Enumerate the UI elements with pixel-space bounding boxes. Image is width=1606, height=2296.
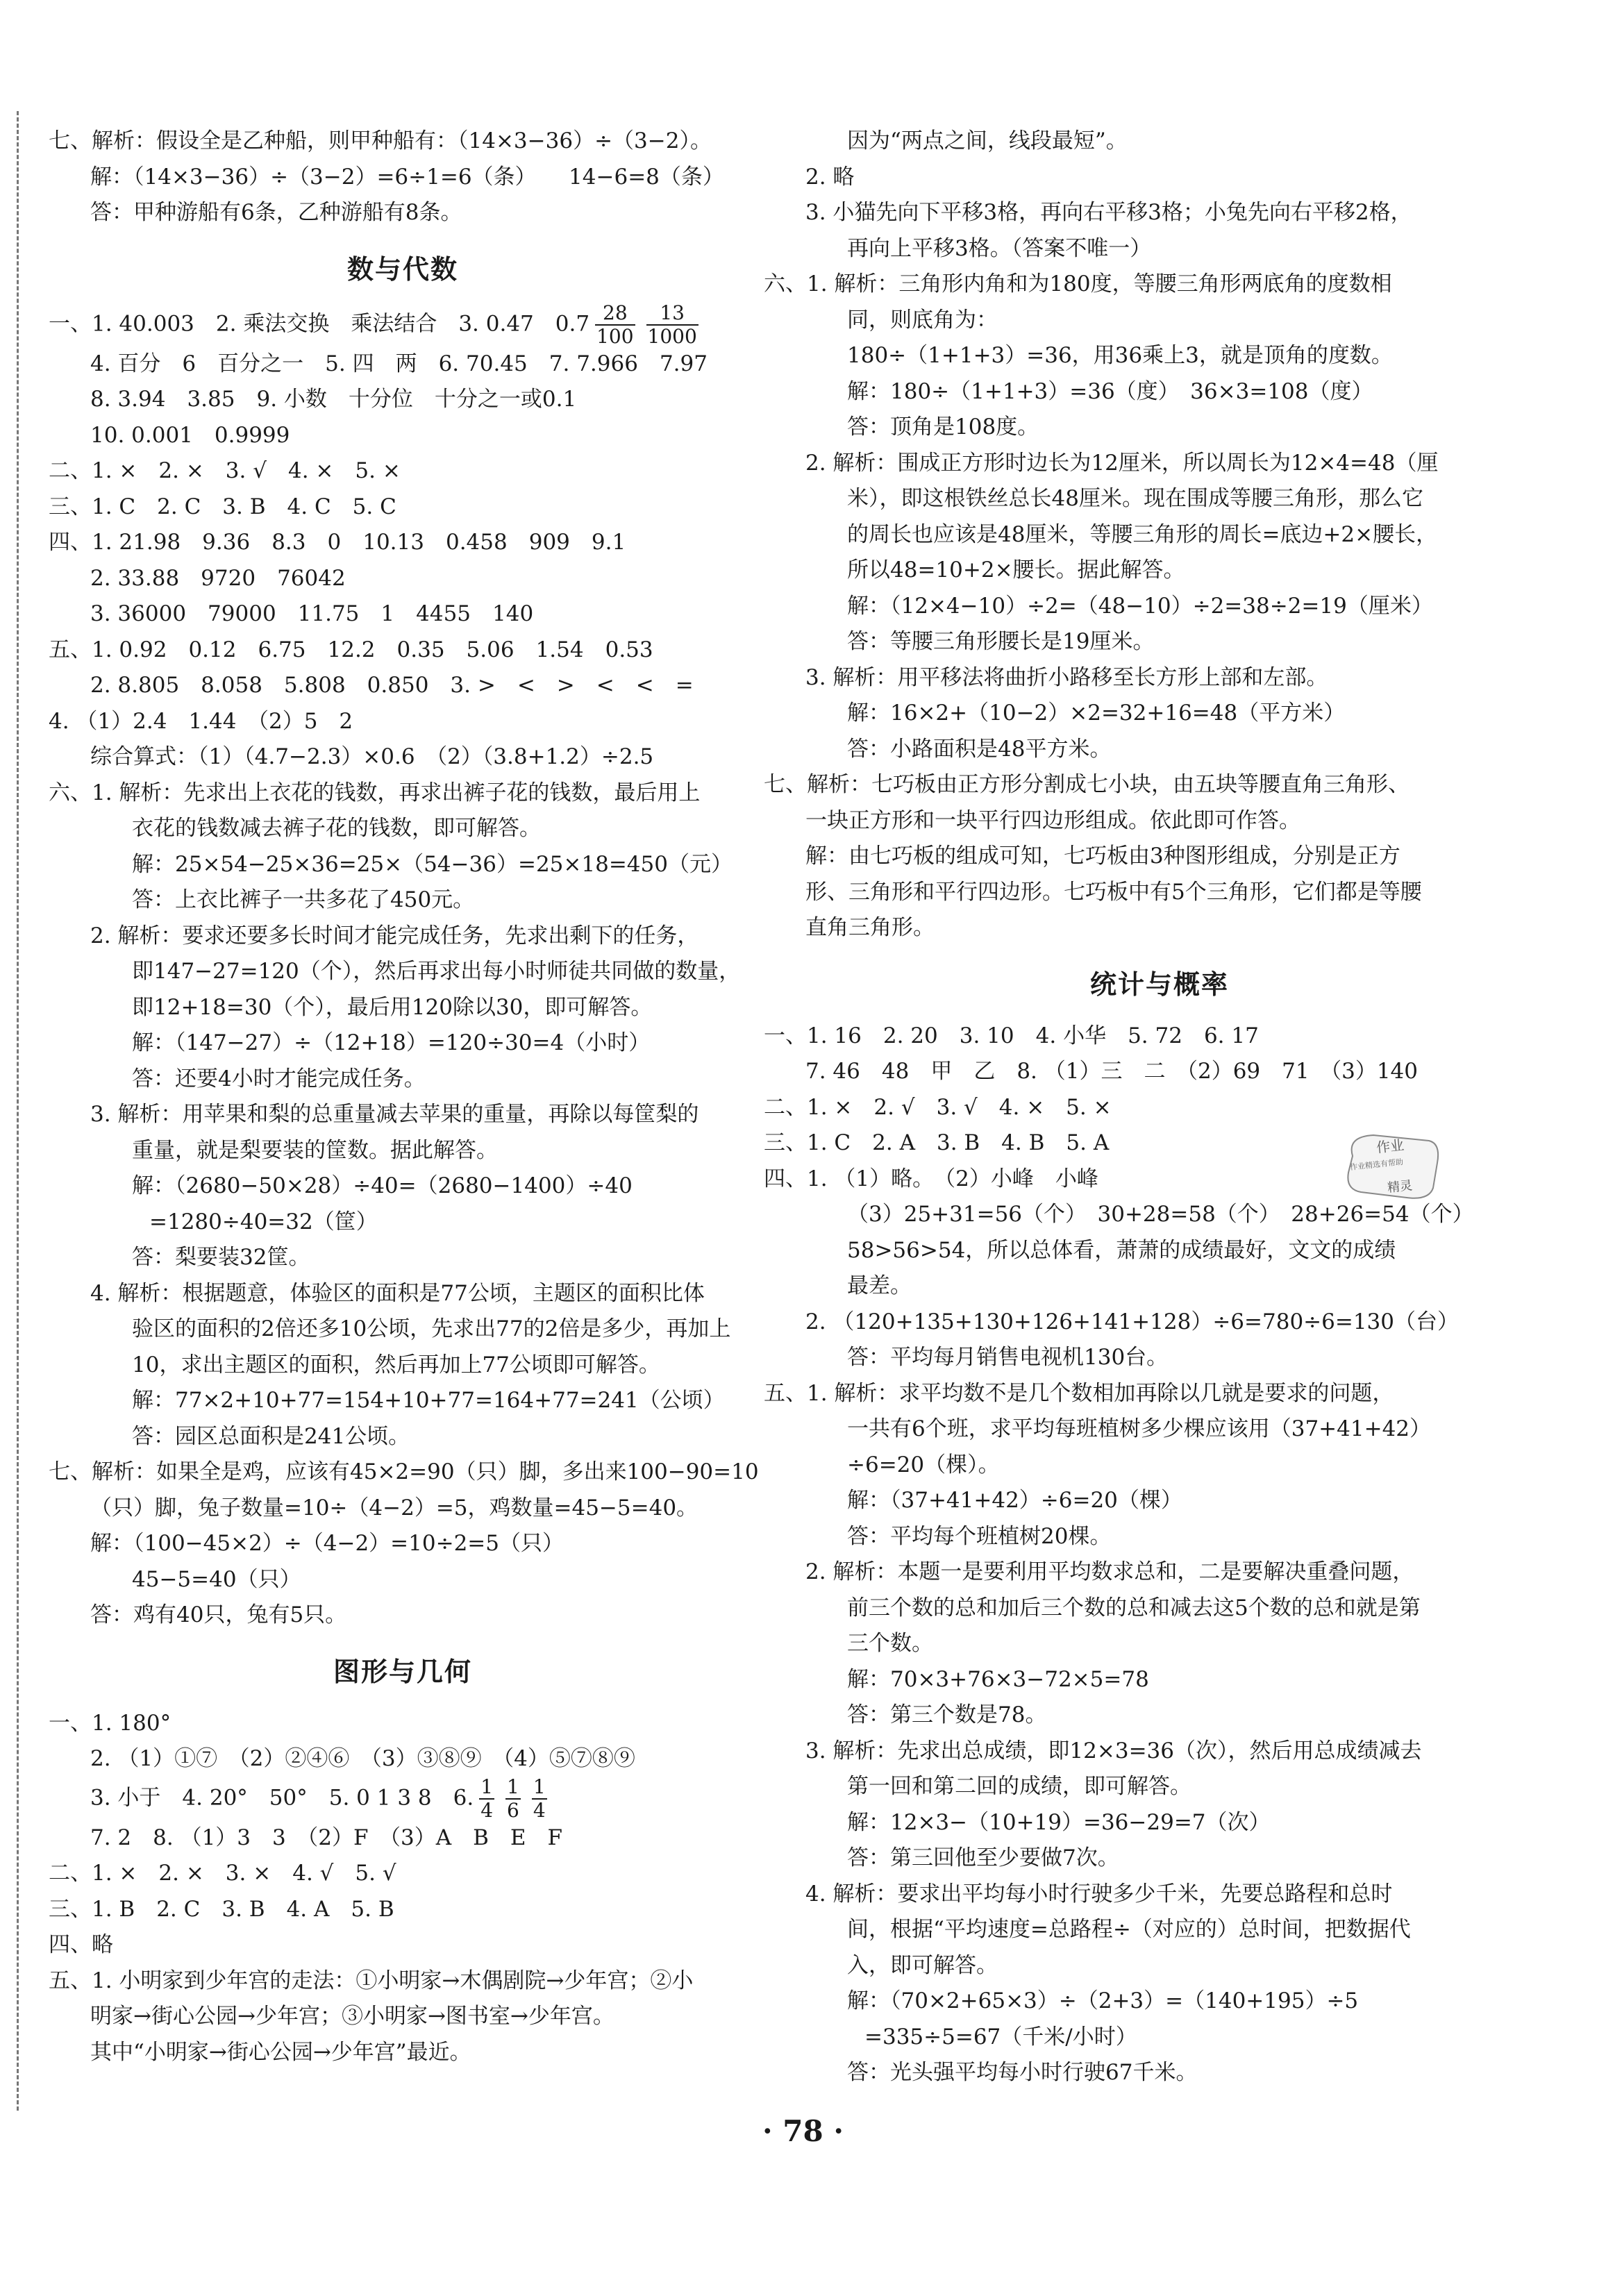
answer-text: （3）25+31=56（个） 30+28=58（个） 28+26=54（个） [847,1202,1474,1227]
answer-text: 其中“小明家→街心公园→少年宫”最近。 [90,2039,471,2065]
answer-line [49,1777,757,1820]
answer-line [49,382,757,418]
answer-line [49,1856,757,1892]
answer-line [764,660,1555,696]
answer-text: 2. 解析：围成正方形时边长为12厘米，所以周长为12×4=48（厘 [805,450,1439,476]
answer-line [764,1519,1555,1555]
section-heading: 图形与几何 [333,1655,472,1687]
answer-text: 即12+18=30（个），最后用120除以30，即可解答。 [132,994,653,1020]
answer-line [764,481,1555,517]
answer-line [49,990,757,1026]
answer-text: 七、解析：七巧板由正方形分割成七小块，由五块等腰直角三角形、 [764,772,1410,797]
answer-line [49,1025,757,1062]
answer-text: 答：平均每月销售电视机130台。 [847,1345,1169,1370]
fraction-denominator: 6 [507,1798,519,1822]
answer-line [49,668,757,704]
answer-line [49,1491,757,1527]
answer-text: 明家→街心公园→少年宫；③小明家→图书室→少年宫。 [90,2004,614,2029]
answer-text: 答：梨要装32筐。 [132,1245,310,1270]
answer-line [764,1626,1555,1662]
answer-text: =1280÷40=32（筐） [149,1209,378,1234]
answer-line [49,1892,757,1928]
fraction [595,303,635,346]
answer-line [764,1090,1555,1126]
answer-text: 一块正方形和一块平行四边形组成。依此即可作答。 [805,807,1300,833]
answer-line [764,410,1555,446]
answer-text: 3. 解析：用苹果和梨的总重量减去苹果的重量，再除以每筐梨的 [90,1102,699,1127]
answer-line [764,1841,1555,1877]
answer-text: 四、1. 21.98 9.36 8.3 0 10.13 0.458 909 9.1 [49,530,626,555]
answer-text: 形、三角形和平行四边形。七巧板中有5个三角形，它们都是等腰 [805,879,1422,905]
answer-line [764,1698,1555,1734]
answer-text: 答：平均每个班植树20棵。 [847,1523,1112,1549]
answer-text: 答：光头强平均每小时行驶67千米。 [847,2060,1198,2085]
answer-line [49,1168,757,1205]
answer-line [49,1097,757,1133]
fraction-numerator: 13 [646,303,699,326]
answer-line [764,1662,1555,1698]
answer-text: 七、解析：如果全是鸡，应该有45×2=90（只）脚，多出来100−90=10 [49,1459,759,1484]
answer-line [764,446,1555,482]
answer-text: 所以48=10+2×腰长。据此解答。 [847,558,1185,583]
answer-text: 解：180÷（1+1+3）=36（度） 36×3=108（度） [847,378,1373,404]
answer-line [49,1276,757,1312]
answer-text: 7. 2 8. （1）3 3 （2）F （3）A B E F [90,1825,563,1850]
answer-text: 解：由七巧板的组成可知，七巧板由3种图形组成，分别是正方 [805,844,1400,869]
answer-line [49,776,757,812]
answer-text: 直角三角形。 [805,915,935,940]
answer-line [49,1820,757,1857]
answer-text: 解：（2680−50×28）÷40=（2680−1400）÷40 [132,1173,633,1198]
answer-text: 三、1. B 2. C 3. B 4. A 5. B [49,1896,394,1922]
answer-text: 2. （1）①⑦ （2）②④⑥ （3）③⑧⑨ （4）⑤⑦⑧⑨ [90,1746,635,1771]
answer-line [49,489,757,526]
answer-text: ÷6=20（棵）。 [847,1452,1000,1477]
fraction-denominator: 100 [596,324,634,348]
answer-text: 间，根据“平均速度=总路程÷（对应的）总时间，把数据代 [847,1917,1411,1942]
answer-line [764,1054,1555,1090]
answer-text: 衣花的钱数减去裤子花的钱数，即可解答。 [132,816,541,841]
answer-text: 4. 百分 6 百分之一 5. 四 两 6. 70.45 7. 7.966 7.97 [90,351,708,376]
answer-text: 同，则底角为： [847,307,998,333]
answer-text: 答：第三回他至少要做7次。 [847,1845,1119,1870]
answer-text: 答：鸡有40只，兔有5只。 [90,1602,347,1627]
answer-line [764,1769,1555,1805]
answer-line [49,303,757,346]
answer-text: 答：顶角是108度。 [847,414,1039,439]
answer-text: 二、1. × 2. × 3. × 4. √ 5. √ [49,1861,396,1886]
answer-text: 答：甲种游船有6条，乙种游船有8条。 [90,200,462,225]
answer-line [764,517,1555,553]
fraction-numerator: 28 [595,303,635,326]
answer-text: 2. 解析：本题一是要利用平均数求总和，二是要解决重叠问题， [805,1559,1414,1584]
answer-line [49,418,757,454]
answer-text: 一、1. 40.003 2. 乘法交换 乘法结合 3. 0.47 0.7 [49,311,590,336]
answer-line [764,231,1555,267]
answer-line [49,1598,757,1634]
fraction [646,303,699,346]
answer-line [764,1019,1555,1055]
answer-text: 7. 46 48 甲 乙 8. （1）三 二 （2）69 71 （3）140 [805,1059,1418,1084]
answer-line [49,847,757,883]
answer-line [764,875,1555,911]
answer-line [49,525,757,561]
answer-text: 三、1. C 2. C 3. B 4. C 5. C [49,494,396,519]
answer-line [49,1963,757,2000]
answer-line [764,1448,1555,1484]
answer-text: 4. 解析：要求出平均每小时行驶多少千米，先要总路程和总时 [805,1881,1393,1907]
answer-line [764,267,1555,303]
answer-line [49,1999,757,2035]
answer-line [764,696,1555,732]
answer-line [764,1268,1555,1305]
answer-line [49,2035,757,2071]
answer-line [764,1233,1555,1269]
answer-line [49,1526,757,1562]
answer-line [49,632,757,669]
answer-text: 米），即这根铁丝总长48厘米。现在围成等腰三角形，那么它 [847,486,1423,511]
answer-line [764,1877,1555,1913]
fraction-denominator: 4 [533,1798,546,1822]
answer-text: 10. 0.001 0.9999 [90,422,290,448]
stamp-middle-text: 作业精选有帮助 [1349,1157,1404,1172]
fraction [505,1777,521,1820]
answer-line [764,1734,1555,1770]
stamp-bottom-text: 精灵 [1387,1178,1414,1196]
answer-line [764,1555,1555,1591]
answer-text: 45−5=40（只） [132,1566,301,1592]
answer-text: 七、解析：假设全是乙种船，则甲种船有：（14×3−36）÷（3−2）。 [49,128,712,153]
answer-text: 答：等腰三角形腰长是19厘米。 [847,629,1155,654]
answer-line [764,1483,1555,1519]
answer-line [49,882,757,919]
answer-text: 10，求出主题区的面积，然后再加上77公顷即可解答。 [132,1352,660,1377]
answer-text: 二、1. × 2. √ 3. √ 4. × 5. × [764,1094,1112,1120]
answer-text: =335÷5=67（千米/小时） [864,2024,1137,2050]
right-column [764,124,1555,2091]
answer-text: 2. 33.88 9720 76042 [90,565,346,591]
answer-text: 解：16×2+（10−2）×2=32+16=48（平方米） [847,701,1346,726]
answer-text: 解：77×2+10+77=154+10+77=164+77=241（公顷） [132,1388,725,1413]
answer-text: 答：小路面积是48平方米。 [847,736,1112,762]
answer-line [764,1376,1555,1412]
answer-line [49,919,757,955]
answer-text: 的周长也应该是48厘米，等腰三角形的周长=底边+2×腰长， [847,521,1438,547]
answer-line [49,1706,757,1742]
binding-dashed-line [17,111,19,2111]
answer-line [764,1948,1555,1984]
answer-text: 3. 小于 4. 20° 50° 5. 0 1 3 8 6. [90,1785,474,1810]
answer-line [764,1984,1555,2020]
answer-line [764,839,1555,875]
answer-line [764,553,1555,589]
answer-line [49,1927,757,1963]
answer-text: 解：70×3+76×3−72×5=78 [847,1666,1149,1692]
answer-text: 重量，就是梨要装的筐数。据此解答。 [132,1137,498,1163]
answer-line [764,910,1555,946]
fraction-numerator: 1 [480,1775,494,1798]
answer-line [49,1240,757,1276]
answer-text: 综合算式：（1）（4.7−2.3）×0.6 （2）（3.8+1.2）÷2.5 [90,744,654,769]
fraction-numerator: 1 [507,1775,519,1798]
answer-text: 六、1. 解析：先求出上衣花的钱数，再求出裤子花的钱数，最后用上 [49,780,701,805]
answer-text: 解：（12×4−10）÷2=（48−10）÷2=38÷2=19（厘米） [847,593,1433,619]
answer-line [764,2020,1555,2056]
answer-line [49,1312,757,1348]
answer-text: 四、略 [49,1932,113,1957]
answer-text: （只）脚，兔子数量=10÷（4−2）=5，鸡数量=45−5=40。 [90,1495,699,1520]
answer-line [764,303,1555,339]
answer-line [764,374,1555,410]
answer-line [49,1062,757,1098]
answer-text: 解：（70×2+65×3）÷（2+3）=（140+195）÷5 [847,1988,1359,2013]
answer-text: 即147−27=120（个），然后再求出每小时师徒共同做的数量， [132,959,741,984]
answer-line [49,739,757,776]
left-column [49,124,757,2070]
answer-text: 3. 36000 79000 11.75 1 4455 140 [90,601,534,626]
stamp-top-text: 作业 [1375,1136,1405,1157]
answer-text: 解：（14×3−36）÷（3−2）=6÷1=6（条） 14−6=8（条） [90,164,724,190]
answer-text: 答：第三个数是78。 [847,1702,1047,1727]
watermark-stamp [1340,1128,1444,1205]
answer-line [49,195,757,231]
answer-line [764,767,1555,803]
answer-line [49,596,757,632]
answer-text: 4. （1）2.4 1.44 （2）5 2 [49,708,353,734]
answer-line [764,803,1555,839]
answer-line [764,732,1555,768]
answer-line [49,1348,757,1384]
answer-line [764,338,1555,374]
answer-text: 答：还要4小时才能完成任务。 [132,1066,426,1091]
fraction [479,1777,494,1820]
fraction-denominator: 4 [480,1798,494,1822]
answer-line [764,2055,1555,2091]
answer-text: 五、1. 小明家到少年宫的走法：①小明家→木偶剧院→少年宫；②小 [49,1968,694,1993]
answer-line [764,589,1555,625]
answer-text: 一共有6个班，求平均每班植树多少棵应该用（37+41+42） [847,1416,1432,1441]
answer-text: 答：园区总面积是241公顷。 [132,1423,410,1449]
answer-line [49,954,757,990]
answer-line [49,561,757,597]
answer-line [764,1805,1555,1841]
fraction-numerator: 1 [533,1775,546,1798]
answer-text: 最差。 [847,1273,912,1298]
answer-text: 三个数。 [847,1631,933,1656]
answer-text: 一、1. 16 2. 20 3. 10 4. 小华 5. 72 6. 17 [764,1023,1259,1048]
answer-line [764,624,1555,660]
fraction-denominator: 1000 [647,324,697,348]
answer-line [49,1383,757,1419]
answer-line [764,1340,1555,1376]
answer-line [49,1205,757,1241]
answer-line [49,1455,757,1491]
answer-line [49,1419,757,1455]
answer-line [764,1912,1555,1948]
answer-line [49,453,757,489]
answer-line [49,124,757,160]
answer-text: 三、1. C 2. A 3. B 4. B 5. A [764,1130,1110,1155]
answer-line [49,1133,757,1169]
answer-line [49,1562,757,1598]
answer-text: 2. 略 [805,164,855,190]
answer-text: 180÷（1+1+3）=36，用36乘上3，就是顶角的度数。 [847,343,1393,368]
answer-text: 3. 解析：先求出总成绩，即12×3=36（次），然后用总成绩减去 [805,1738,1422,1763]
answer-line [764,1305,1555,1341]
answer-line [49,811,757,847]
answer-text: 验区的面积的2倍还多10公顷，先求出77的2倍是多少，再加上 [132,1316,731,1341]
answer-text: 五、1. 解析：求平均数不是几个数相加再除以几就是要求的问题， [764,1380,1394,1406]
answer-text: 再向上平移3格。（答案不唯一） [847,235,1152,261]
answer-line [764,160,1555,196]
answer-text: 3. 小猫先向下平移3格，再向右平移3格；小兔先向右平移2格， [805,200,1412,225]
answer-text: 解：25×54−25×36=25×（54−36）=25×18=450（元） [132,851,733,877]
answer-line [49,346,757,383]
answer-line [49,704,757,740]
answer-text: 解：（37+41+42）÷6=20（棵） [847,1488,1182,1513]
answer-text: 解：12×3−（10+19）=36−29=7（次） [847,1809,1271,1835]
answer-line [764,195,1555,231]
answer-text: 一、1. 180° [49,1710,172,1736]
answer-text: 入，即可解答。 [847,1952,998,1978]
answer-text: 解：（100−45×2）÷（4−2）=10÷2=5（只） [90,1531,564,1556]
answer-text: 2. 8.805 8.058 5.808 0.850 3. > < > < < = [90,673,694,698]
answer-text: 答：上衣比裤子一共多花了450元。 [132,887,475,912]
answer-text: 3. 解析：用平移法将曲折小路移至长方形上部和左部。 [805,664,1328,690]
answer-text: 58>56>54，所以总体看，萧萧的成绩最好，文文的成绩 [847,1237,1396,1263]
answer-text: 六、1. 解析：三角形内角和为180度，等腰三角形两底角的度数相 [764,271,1392,296]
answer-text: 第一回和第二回的成绩，即可解答。 [847,1774,1191,1799]
page-number: · 78 · [762,2114,844,2148]
answer-line [49,1741,757,1777]
section-heading: 数与代数 [346,253,458,285]
section-heading: 统计与概率 [1089,968,1229,1000]
answer-line [764,1591,1555,1627]
answer-text: 五、1. 0.92 0.12 6.75 12.2 0.35 5.06 1.54 0.53 [49,637,653,662]
fraction [532,1777,547,1820]
answer-text: 二、1. × 2. × 3. √ 4. × 5. × [49,458,401,483]
answer-text: 4. 解析：根据题意，体验区的面积是77公顷，主题区的面积比体 [90,1280,705,1306]
answer-text: 前三个数的总和加后三个数的总和减去这5个数的总和就是第 [847,1595,1421,1620]
answer-text: 2. 解析：要求还要多长时间才能完成任务，先求出剩下的任务， [90,923,699,948]
answer-text: 2. （120+135+130+126+141+128）÷6=780÷6=130（台） [805,1309,1459,1334]
answer-text: 8. 3.94 3.85 9. 小数 十分位 十分之一或0.1 [90,387,577,412]
answer-line [49,160,757,196]
answer-line [764,1411,1555,1448]
answer-text: 因为“两点之间，线段最短”。 [847,128,1128,153]
answer-text: 解：（147−27）÷（12+18）=120÷30=4（小时） [132,1030,651,1055]
answer-line [764,124,1555,160]
answer-text: 四、1. （1）略。 （2）小峰 小峰 [764,1166,1098,1191]
